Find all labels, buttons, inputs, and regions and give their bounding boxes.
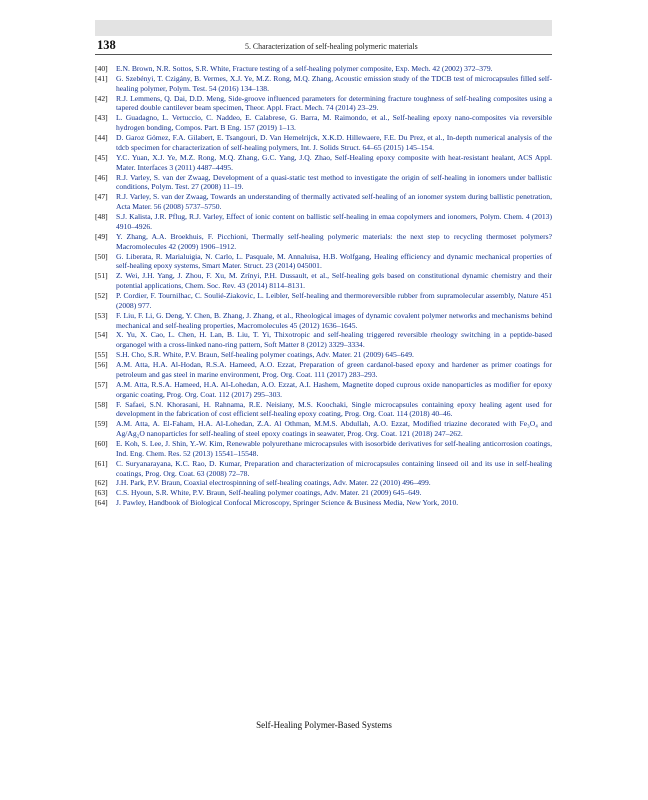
reference-item [95,113,552,133]
reference-link[interactable]: R.J. Varley, S. van der Zwaag, Towards an understanding of thermally activated self-healing of an ionomer system during ballistic penetration, Acta Mater. 56 (2008) 5737–5750. [116,192,552,212]
reference-item [95,192,552,212]
reference-item [95,153,552,173]
reference-number: [42] [95,93,108,103]
reference-item [95,488,552,498]
reference-link[interactable]: A.M. Atta, H.A. Al-Hodan, R.S.A. Hameed, A.O. Ezzat, Preparation of green cardanol-based epoxy and hardener as primer coatings for petroleum and gas steel in marine environment, Prog. Org. Coat. 111 (2017) 283–293. [116,360,552,379]
reference-number: [52] [95,290,108,300]
reference-number: [64] [95,498,108,508]
reference-link[interactable]: C. Suryanarayana, K.C. Rao, D. Kumar, Preparation and characterization of microcapsules containing linseed oil and its use in self-healing coatings, Prog. Org. Coat. 63 (2008) 72–78. [116,458,552,478]
reference-item [95,291,552,311]
header-rule [95,54,552,55]
header-band [95,20,552,36]
reference-item [95,74,552,94]
reference-number: [47] [95,192,108,202]
reference-number: [55] [95,350,108,360]
reference-number: [45] [95,152,108,162]
reference-item [95,271,552,291]
reference-link[interactable]: Y. Zhang, A.A. Broekhuis, F. Picchioni, Thermally self-healing polymeric materials: the next step to recycling thermoset polymers? Macromolecules 42 (2009) 1906–1912. [116,231,552,251]
reference-number: [41] [95,73,108,83]
reference-item [95,232,552,252]
reference-link[interactable]: J. Pawley, Handbook of Biological Confocal Microscopy, Springer Science & Business Media, New York, 2010. [116,498,459,508]
reference-link[interactable]: F. Liu, F. Li, G. Deng, Y. Chen, B. Zhang, J. Zhang, et al., Rheological images of dynamic covalent polymer networks and mechanisms behind mechanical and self-healing properties, Macromolecules 45 (2012) 1636–1645. [116,310,552,330]
reference-link[interactable]: G. Liberata, R. Marialuigia, N. Carlo, L. Pasquale, M. Annaluisa, H.B. Wolfgang, Healing efficiency and dynamic mechanical properties of self-healing epoxy systems, Smart Mater. Struct. 23 (2014) 045001. [116,251,552,271]
reference-item [95,419,552,439]
reference-link[interactable]: G. Szebényi, T. Czigány, B. Vermes, X.J. Ye, M.Z. Rong, M.Q. Zhang, Acoustic emission study of the TDCB test of microcapsules filled self-healing polymer, Polym. Test. 54 (2016) 134–138. [116,73,552,93]
reference-link[interactable]: A.M. Atta, A. El-Faham, H.A. Al-Lohedan, Z.A. Al Othman, M.M.S. Abdullah, A.O. Ezzat, Modified triazine decorated with Fe₃O₄ and Ag/Ag₂O nanoparticles for self-healing of steel epoxy coatings in seawater, Prog. Org. Coat. 121 (2018) 247–262. [116,419,552,439]
reference-link[interactable]: P. Cordier, F. Tournilhac, C. Soulié-Ziakovic, L. Leibler, Self-healing and thermoreversible rubber from supramolecular assembly, Nature 451 (2008) 977. [116,290,552,310]
reference-number: [50] [95,251,108,261]
reference-number: [48] [95,212,108,222]
reference-number: [63] [95,488,108,498]
reference-link[interactable]: S.J. Kalista, J.R. Pflug, R.J. Varley, Effect of ionic content on ballistic self-healing in emaa copolymers and ionomers, Polym. Chem. 4 (2013) 4910–4926. [116,212,552,231]
reference-link[interactable]: Z. Wei, J.H. Yang, J. Zhou, F. Xu, M. Zrínyi, P.H. Dussault, et al., Self-healing gels based on constitutional dynamic chemistry and their potential applications, Chem. Soc. Rev. 43 (2014) 8114–8131. [116,271,552,291]
reference-link[interactable]: J.H. Park, P.V. Braun, Coaxial electrospinning of self-healing coatings, Adv. Mater. 22 (2010) 496–499. [116,478,431,488]
reference-number: [57] [95,379,108,389]
reference-number: [43] [95,113,108,123]
reference-item [95,459,552,479]
reference-item [95,64,552,74]
reference-number: [49] [95,231,108,241]
reference-item [95,380,552,400]
reference-item [95,478,552,488]
reference-number: [46] [95,172,108,182]
reference-link[interactable]: L. Guadagno, L. Vertuccio, C. Naddeo, E. Calabrese, G. Barra, M. Raimondo, et al., Self-healing epoxy nano-composites via reversible hydrogen bonding, Compos. Part. B Eng. 157 (2019) 1–13. [116,113,552,133]
reference-link[interactable]: X. Yu, X. Cao, L. Chen, H. Lan, B. Liu, T. Yi, Thixotropic and self-healing triggered reversible rheology switching in a peptide-based organogel with a cross-linked nano-ring pattern, Soft Matter 8 (2012) 3329–3334. [116,330,552,350]
reference-item [95,360,552,380]
reference-number: [56] [95,360,108,370]
reference-link[interactable]: D. Garoz Gómez, F.A. Gilabert, E. Tsangouri, D. Van Hemelrijck, X.K.D. Hillewaere, F.E. Du Prez, et al., In-depth numerical analysis of the tdcb specimen for characterization of self-healing polymers, Int. J. Solids Struct. 64–65 (2015) 145–154. [116,133,552,152]
reference-link[interactable]: E. Koh, S. Lee, J. Shin, Y.-W. Kim, Renewable polyurethane microcapsules with isosorbide derivatives for self-healing anticorrosion coatings, Ind. Eng. Chem. Res. 52 (2013) 15541–15548. [116,439,552,458]
reference-link[interactable]: C.S. Hyoun, S.R. White, P.V. Braun, Self-healing polymer coatings, Adv. Mater. 21 (2009) 645–649. [116,488,422,498]
reference-item [95,133,552,153]
reference-number: [51] [95,271,108,281]
reference-number: [58] [95,399,108,409]
reference-number: [53] [95,310,108,320]
running-title: 5. Characterization of self-healing polymeric materials [245,42,418,51]
reference-list [95,64,552,508]
reference-item [95,173,552,193]
page-number: 138 [97,38,116,52]
reference-link[interactable]: Y.C. Yuan, X.J. Ye, M.Z. Rong, M.Q. Zhang, G.C. Yang, J.Q. Zhao, Self-Healing epoxy composite with heat-resistant healant, ACS Appl. Mater. Interfaces 3 (2011) 4487–4495. [116,152,552,172]
reference-item [95,94,552,114]
reference-number: [59] [95,419,108,429]
reference-link[interactable]: F. Safaei, S.N. Khorasani, H. Rahnama, R.E. Neisiany, M.S. Koochaki, Single microcapsules containing epoxy healing agent used for development in the fabrication of cost efficient self-healing epoxy coating, Prog. Org. Coat. 114 (2018) 40–46. [116,399,552,419]
reference-number: [40] [95,64,108,73]
reference-number: [62] [95,478,108,488]
reference-number: [60] [95,439,108,448]
reference-link[interactable]: S.H. Cho, S.R. White, P.V. Braun, Self-healing polymer coatings, Adv. Mater. 21 (2009) 645–649. [116,350,414,360]
reference-number: [44] [95,133,108,143]
reference-item [95,252,552,272]
reference-number: [54] [95,330,108,340]
reference-link[interactable]: E.N. Brown, N.R. Sottos, S.R. White, Fracture testing of a self-healing polymer composite, Exp. Mech. 42 (2002) 372–379. [116,64,493,73]
reference-item [95,400,552,420]
book-title-footer: Self-Healing Polymer-Based Systems [256,720,392,730]
reference-number: [61] [95,458,108,468]
reference-item [95,311,552,331]
reference-link[interactable]: R.J. Varley, S. van der Zwaag, Development of a quasi-static test method to investigate the origin of self-healing in ionomers under ballistic conditions, Polym. Test. 27 (2008) 11–19. [116,172,552,192]
reference-item [95,350,552,360]
reference-item [95,439,552,459]
reference-item [95,330,552,350]
reference-item [95,498,552,508]
reference-link[interactable]: R.J. Lemmens, Q. Dai, D.D. Meng, Side-groove influenced parameters for determining fracture toughness of self-healing composites using a tapered double cantilever beam specimen, Theor. Appl. Fract. Mech. 74 (2014) 23–29. [116,93,552,113]
reference-link[interactable]: A.M. Atta, R.S.A. Hameed, H.A. Al-Lohedan, A.O. Ezzat, A.I. Hashem, Magnetite doped cuprous oxide nanoparticles as modifier for epoxy organic coating, Prog. Org. Coat. 112 (2017) 295–303. [116,379,552,399]
reference-item [95,212,552,232]
